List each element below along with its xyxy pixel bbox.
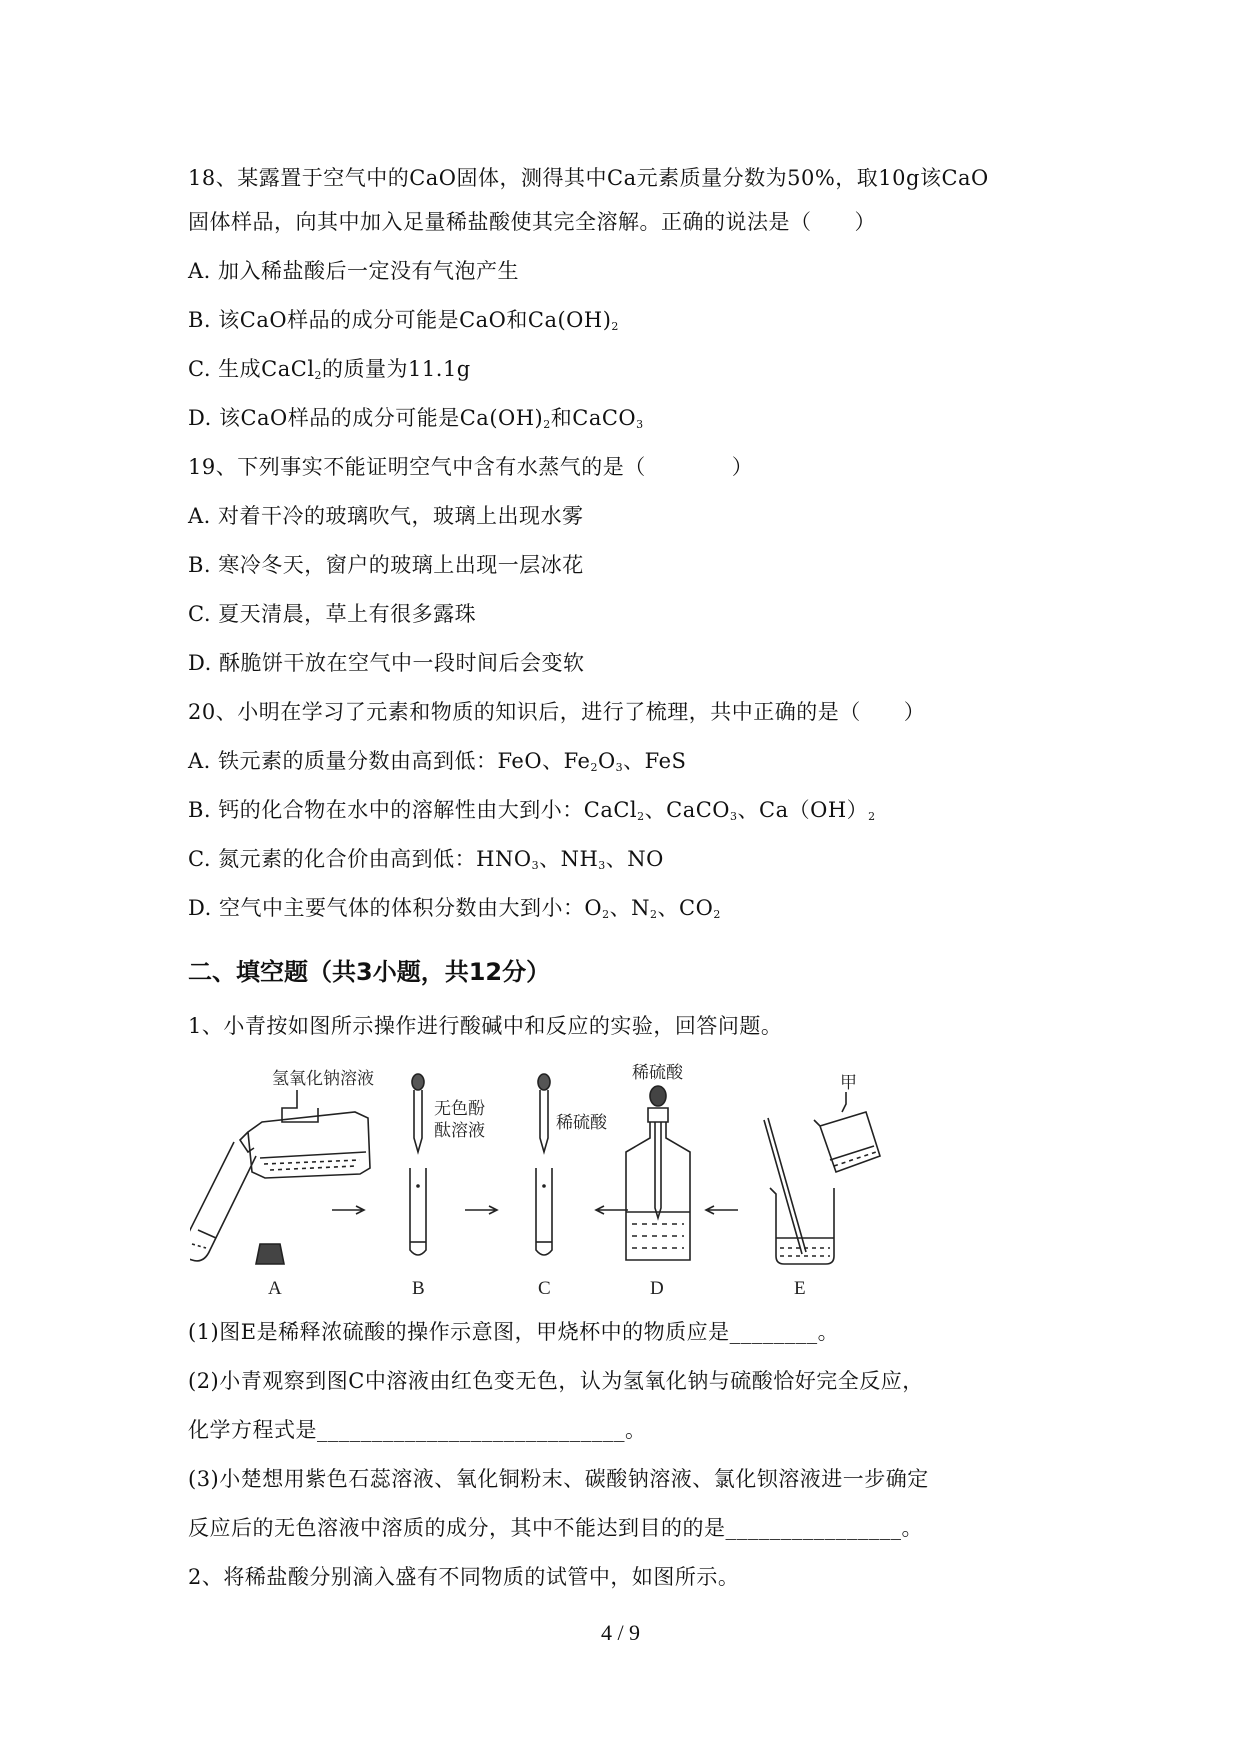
tube-liquid-line <box>198 1230 216 1238</box>
q18-option-c: C. 生成CaCl$_2$的质量为11.1g <box>188 357 471 382</box>
dropper-b <box>414 1090 422 1152</box>
apparatus-d <box>626 1063 690 1299</box>
experiment-figure <box>190 1060 1070 1300</box>
apparatus-a <box>190 1069 374 1299</box>
test-tube-a <box>190 1142 256 1261</box>
s2-q1-part2-line1: (2)小青观察到图C中溶液由红色变无色，认为氢氧化钠与硫酸恰好完全反应， <box>188 1369 924 1393</box>
section-heading: 二、填空题（共3小题，共12分） <box>188 958 551 986</box>
letter-b: B <box>412 1278 425 1299</box>
label-phenol-2: 酞溶液 <box>434 1121 485 1141</box>
glass-rod <box>764 1118 806 1254</box>
arrow-right-2 <box>465 1206 497 1214</box>
bottle-bulb-d <box>650 1086 666 1106</box>
label-phenol-1: 无色酚 <box>434 1099 485 1119</box>
dropper-bulb-c <box>538 1074 550 1090</box>
q18-stem-line2: 固体样品，向其中加入足量稀盐酸使其完全溶解。正确的说法是（ ） <box>188 210 876 234</box>
s2-q1-part3-line1: (3)小楚想用紫色石蕊溶液、氧化铜粉末、碳酸钠溶液、氯化钡溶液进一步确定 <box>188 1467 929 1491</box>
letter-d: D <box>650 1278 664 1299</box>
apparatus-e <box>764 1073 880 1299</box>
s2-q2-stem: 2、将稀盐酸分别滴入盛有不同物质的试管中，如图所示。 <box>188 1565 740 1589</box>
letter-c: C <box>538 1278 551 1299</box>
arrow-left-1 <box>596 1206 628 1214</box>
q19-option-a: A. 对着干冷的玻璃吹气，玻璃上出现水雾 <box>188 504 584 528</box>
q19-option-c: C. 夏天清晨，草上有很多露珠 <box>188 602 477 626</box>
label-jia: 甲 <box>840 1073 857 1093</box>
bottle-neck <box>240 1132 254 1152</box>
q18-option-a: A. 加入稀盐酸后一定没有气泡产生 <box>188 259 520 283</box>
bottle-d-hatch <box>632 1224 684 1248</box>
label-naoh: 氢氧化钠溶液 <box>272 1069 374 1089</box>
q19-option-b: B. 寒冷冬天，窗户的玻璃上出现一层冰花 <box>188 553 584 577</box>
s2-q1-part3-line2: 反应后的无色溶液中溶质的成分，其中不能达到目的的是________________。 <box>188 1516 923 1540</box>
letter-a: A <box>268 1278 282 1299</box>
arrow-left-2 <box>706 1206 738 1214</box>
dropping-bottle <box>626 1122 690 1260</box>
bottle-stopper <box>256 1244 284 1264</box>
q20-option-a: A. 铁元素的质量分数由高到低：FeO、$Fe_2O_3$、FeS <box>188 749 687 774</box>
arrow-right-1 <box>332 1206 364 1214</box>
beaker-jia <box>814 1112 880 1172</box>
dropper-c <box>540 1090 548 1152</box>
bottle-liquid-hatch <box>264 1160 360 1170</box>
dropper-bulb-b <box>412 1074 424 1090</box>
tube-liquid-hatch <box>192 1244 206 1248</box>
s2-q1-stem: 1、小青按如图所示操作进行酸碱中和反应的实验，回答问题。 <box>188 1014 783 1038</box>
s2-q1-part1: (1)图E是稀释浓硫酸的操作示意图，甲烧杯中的物质应是________。 <box>188 1320 840 1344</box>
q18-option-b: B. 该CaO样品的成分可能是CaO和$Ca(OH)_2$ <box>188 308 619 333</box>
drop-c <box>542 1184 546 1188</box>
drop-b <box>416 1184 420 1188</box>
q18-option-d: D. 该CaO样品的成分可能是$Ca(OH)_2$和CaCO$_3$ <box>188 406 644 431</box>
label-jia-pointer <box>842 1092 846 1112</box>
q20-option-d: D. 空气中主要气体的体积分数由大到小：$O_2$、$N_2$、$CO_2$ <box>188 896 721 921</box>
q20-stem: 20、小明在学习了元素和物质的知识后，进行了梳理，共中正确的是（ ） <box>188 700 926 724</box>
label-acid-c: 稀硫酸 <box>556 1113 607 1133</box>
bottle-liquid-line <box>260 1152 366 1158</box>
bottle-cap-d <box>648 1108 668 1122</box>
q20-option-b: B. 钙的化合物在水中的溶解性由大到小：CaCl$_2$、CaCO$_3$、$Ca(OH)_2$ <box>188 798 876 823</box>
apparatus-c <box>536 1074 608 1299</box>
q19-stem: 19、下列事实不能证明空气中含有水蒸气的是（ ） <box>188 455 754 479</box>
apparatus-b <box>410 1074 485 1299</box>
beaker-jia-liquid <box>830 1146 874 1160</box>
page-number: 4 / 9 <box>600 1620 641 1645</box>
q20-option-c: C. 氮元素的化合价由高到低：$HNO_3$、$NH_3$、NO <box>188 847 664 872</box>
letter-e: E <box>794 1278 806 1299</box>
q19-option-d: D. 酥脆饼干放在空气中一段时间后会变软 <box>188 651 585 675</box>
q18-stem-line1: 18、某露置于空气中的CaO固体，测得其中Ca元素质量分数为50%，取10g该CaO <box>188 166 989 190</box>
s2-q1-part2-line2: 化学方程式是____________________________。 <box>188 1418 647 1442</box>
label-acid-d: 稀硫酸 <box>632 1063 683 1083</box>
bottle-dropper-d <box>655 1122 661 1218</box>
